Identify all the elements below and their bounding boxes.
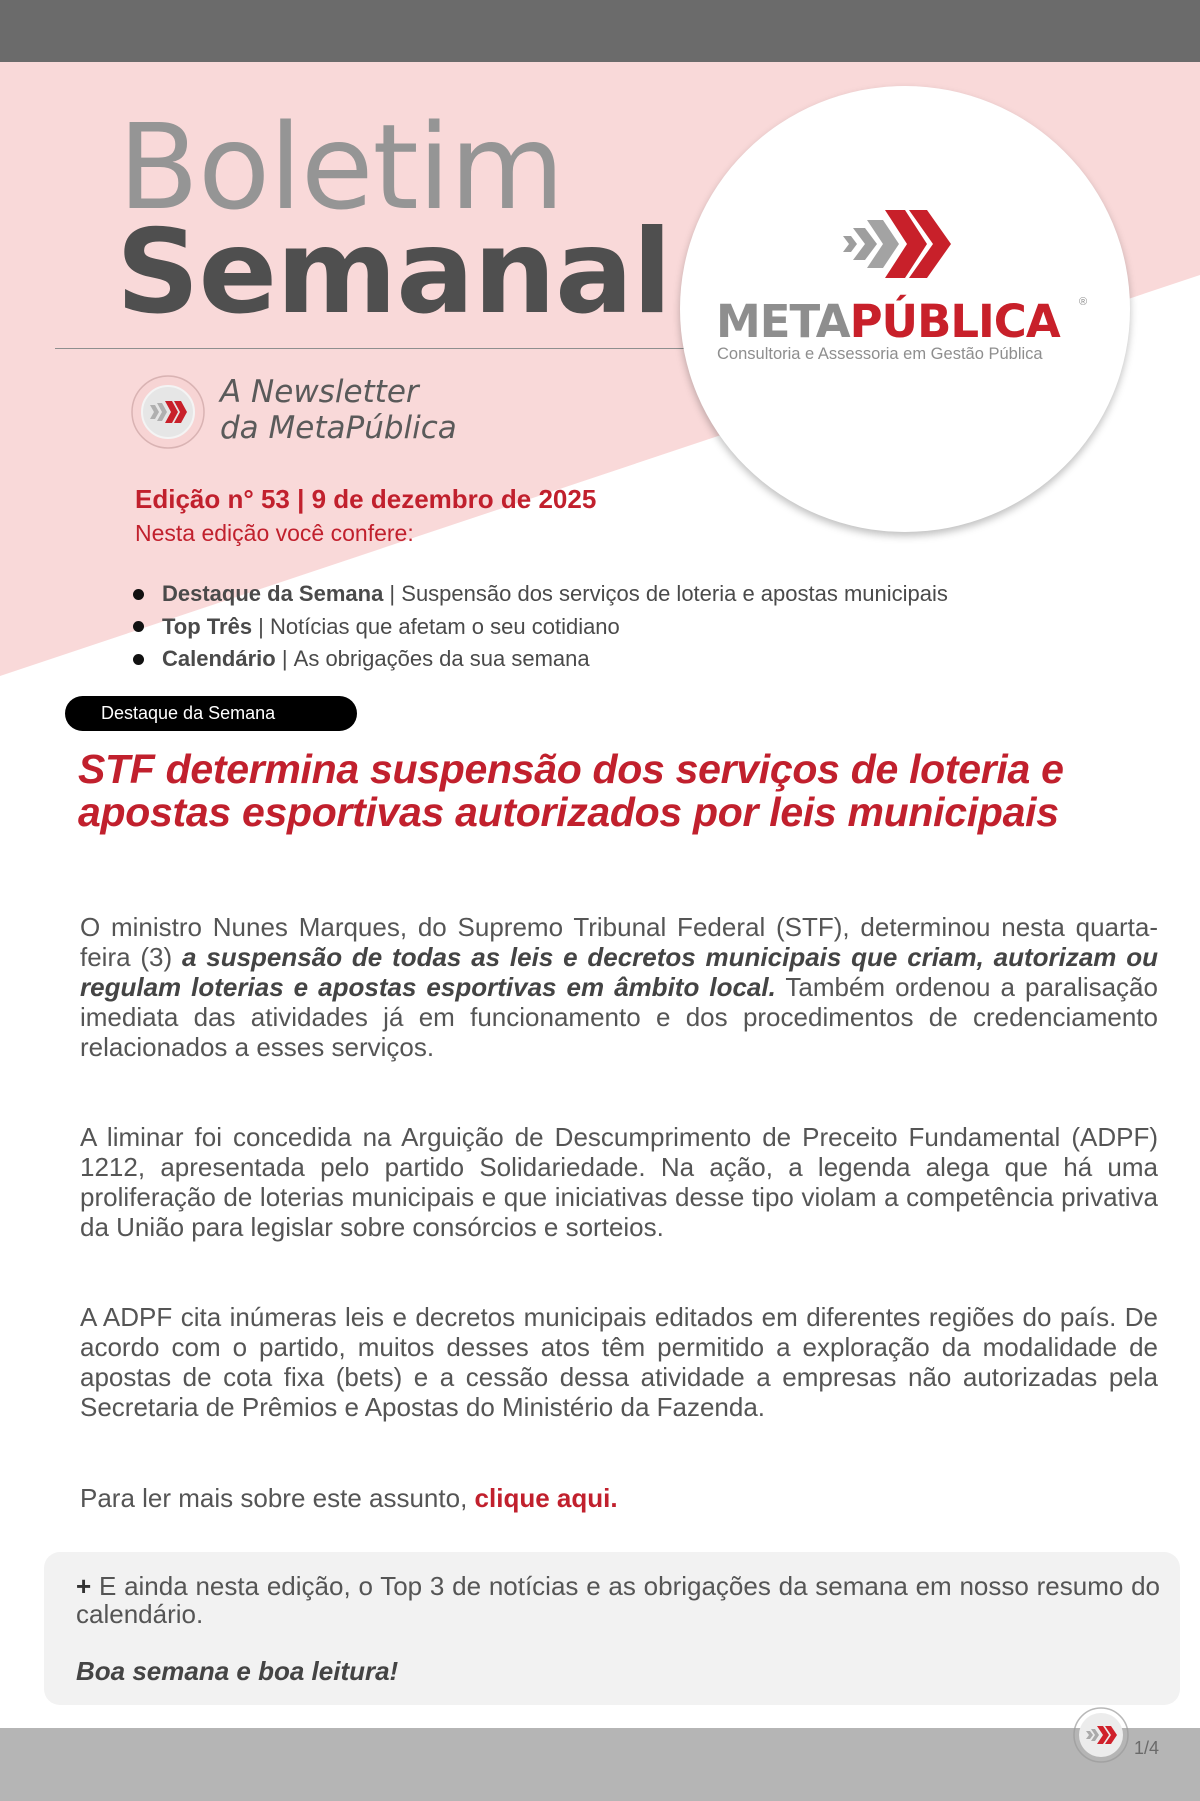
newsletter-line-1: A Newsletter xyxy=(220,374,419,410)
newsletter-line-2: da MetaPública xyxy=(220,410,457,446)
paragraph-emphasis: a suspensão de todas as leis e decretos municipais que criam, autorizam ou regulam loterias e apostas esportivas em âmbito local. xyxy=(80,942,1158,1002)
toc-item-desc: As obrigações da sua semana xyxy=(293,646,590,671)
read-more-link[interactable]: clique aqui. xyxy=(474,1483,618,1513)
bullet-icon xyxy=(133,589,144,600)
paragraph-text: Também ordenou a paralisação imediata das atividades já em funcionamento e dos procedimentos de credenciamento relacionados a esses serviços. xyxy=(80,972,1158,1062)
toc-separator: | xyxy=(383,581,402,606)
toc-item-top-tres xyxy=(133,611,948,644)
article-paragraph-1 xyxy=(80,912,1158,1062)
closing-message: E ainda nesta edição, o Top 3 de notícias e as obrigações da semana em nosso resumo do calendário. xyxy=(76,1571,1160,1629)
page-number: 1/4 xyxy=(1134,1738,1160,1758)
bullet-icon xyxy=(133,654,144,665)
toc-item-desc: Suspensão dos serviços de loteria e apostas municipais xyxy=(401,581,948,606)
top-bar xyxy=(0,0,1200,62)
table-of-contents xyxy=(133,578,948,676)
toc-item-label: Top Três xyxy=(162,613,253,639)
article-paragraph-3: A ADPF cita inúmeras leis e decretos municipais editados em diferentes regiões do país. De acordo com o partido, muitos desses atos têm permitido a exploração da modalidade de apostas de cota fixa (bets) e a cessão dessa atividade a empresas não autorizadas pela Secretaria de Prêmios e Apostas do Ministério da Fazenda. xyxy=(80,1302,1158,1422)
section-badge: Destaque da Semana xyxy=(65,696,357,731)
toc-item-desc: Notícias que afetam o seu cotidiano xyxy=(270,613,620,639)
title-semanal: Semanal xyxy=(116,205,671,340)
logo-word-publica: PÚBLICA xyxy=(849,295,1060,348)
article-paragraph-2: A liminar foi concedida na Arguição de Descumprimento de Preceito Fundamental (ADPF) 1212, apresentada pelo partido Solidariedade. Na ação, a legenda alega que há uma proliferação de loterias municipais e que iniciativas desse tipo violam a competência privativa da União para legislar sobre consórcios e sorteios. xyxy=(80,1122,1158,1242)
article-headline: STF determina suspensão dos serviços de loteria e apostas esportivas autorizados por leis municipais xyxy=(78,746,1064,835)
toc-item-label: Destaque da Semana xyxy=(162,581,384,606)
newsletter-subtitle xyxy=(220,374,457,446)
next-chevron-icon[interactable] xyxy=(1072,1704,1130,1766)
newsletter-chevron-icon xyxy=(130,374,206,450)
read-more-text: Para ler mais sobre este assunto, xyxy=(80,1483,475,1513)
edition-subtitle: Nesta edição você confere: xyxy=(135,520,414,546)
registered-mark: ® xyxy=(1079,296,1088,308)
read-more-line xyxy=(80,1483,1158,1513)
logo-word-meta: META xyxy=(716,295,850,348)
triple-chevron-icon xyxy=(843,208,951,278)
header-divider xyxy=(55,348,695,349)
edition-title: Edição n° 53 | 9 de dezembro de 2025 xyxy=(135,484,597,514)
closing-text xyxy=(76,1572,1160,1628)
closing-signoff: Boa semana e boa leitura! xyxy=(76,1656,399,1686)
toc-item-calendario xyxy=(133,643,948,676)
toc-separator: | xyxy=(252,613,271,639)
bullet-icon xyxy=(133,621,144,632)
toc-item-destaque xyxy=(133,578,948,611)
bottom-bar xyxy=(0,1728,1200,1801)
plus-icon: + xyxy=(76,1571,92,1601)
title-boletim: Boletim xyxy=(118,98,564,236)
logo-tagline: Consultoria e Assessoria em Gestão Pública xyxy=(717,345,1043,363)
paragraph-text: O ministro Nunes Marques, do Supremo Tribunal Federal (STF), determinou nesta quarta-feira (3) xyxy=(80,912,1158,972)
toc-separator: | xyxy=(275,646,294,671)
logo-wordmark xyxy=(716,295,1060,348)
toc-item-label: Calendário xyxy=(162,646,276,671)
